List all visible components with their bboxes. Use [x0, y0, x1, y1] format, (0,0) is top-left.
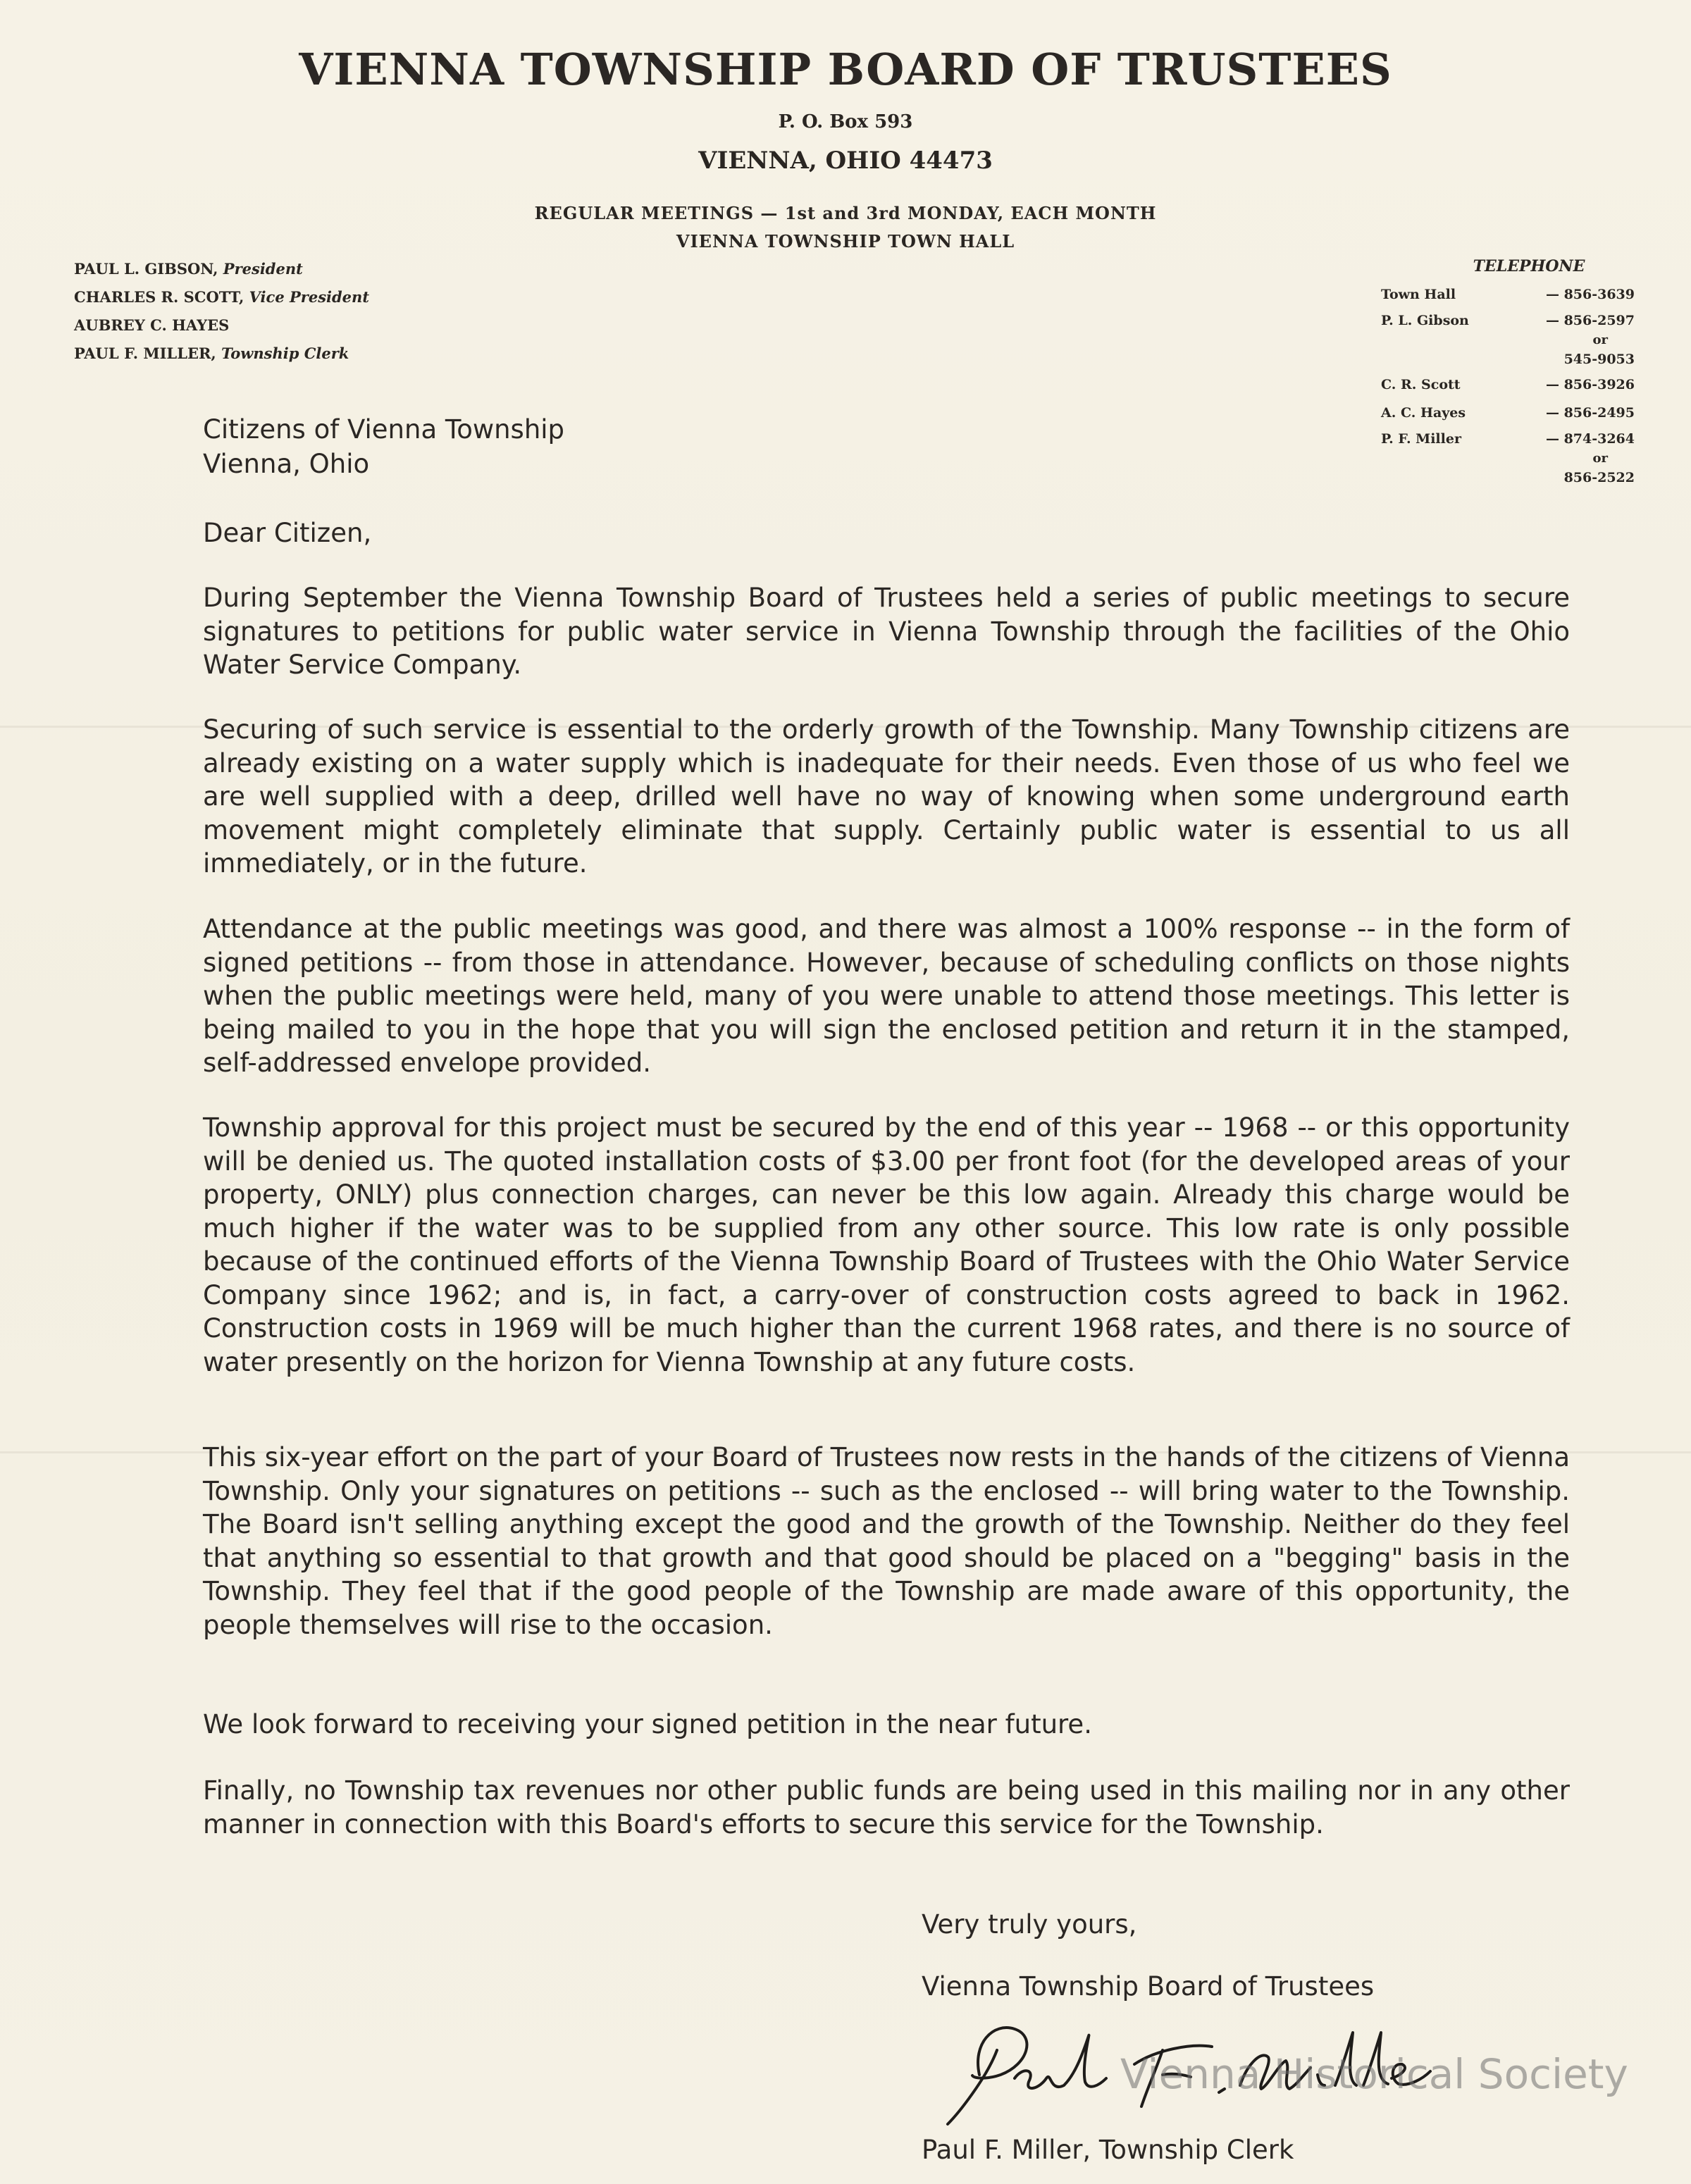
telephone-alt-number: 856-2522 — [1563, 470, 1635, 485]
telephone-number: — 856-3926 — [1545, 377, 1635, 392]
officers-list — [74, 255, 567, 368]
valediction: Very truly yours, — [922, 1909, 1137, 1940]
telephone-name: C. R. Scott — [1381, 377, 1461, 392]
telephone-or: or — [1592, 333, 1608, 347]
telephone-alt-number: 545-9053 — [1563, 352, 1635, 367]
watermark: Vienna Historical Society — [1120, 2050, 1628, 2098]
officer-name: CHARLES R. SCOTT, — [74, 288, 244, 306]
address-line: Citizens of Vienna Township — [203, 414, 565, 445]
letterhead-title: VIENNA TOWNSHIP BOARD OF TRUSTEES — [299, 44, 1392, 95]
closing-organization: Vienna Township Board of Trustees — [922, 1971, 1375, 2002]
officer-name: AUBREY C. HAYES — [74, 316, 230, 334]
officer-role: President — [223, 260, 303, 278]
telephone-name: P. F. Miller — [1381, 431, 1461, 447]
officer-name: PAUL F. MILLER, — [74, 345, 216, 362]
letterhead-meetings: REGULAR MEETINGS — 1st and 3rd MONDAY, EACH MONTH — [534, 203, 1157, 223]
telephone-name: P. L. Gibson — [1381, 313, 1469, 328]
recipient-address — [203, 412, 1570, 481]
officer-entry — [74, 311, 567, 340]
telephone-or: or — [1592, 451, 1608, 466]
telephone-name: Town Hall — [1381, 287, 1456, 302]
letterhead-city: VIENNA, OHIO 44473 — [698, 147, 993, 175]
telephone-row — [1381, 309, 1635, 333]
salutation: Dear Citizen, — [203, 518, 372, 548]
telephone-heading: TELEPHONE — [1473, 257, 1585, 275]
body-paragraph: During September the Vienna Township Board of Trustees held a series of public meetings to secure signatures to petitions for public water service in Vienna Township through the facilities of the Ohio Water Service Company. — [203, 583, 1570, 680]
telephone-number: — 856-3639 — [1545, 287, 1635, 302]
officer-role: Township Clerk — [221, 345, 349, 362]
telephone-number: — 856-2495 — [1545, 405, 1635, 421]
telephone-row — [1381, 280, 1635, 309]
address-line: Vienna, Ohio — [203, 449, 370, 479]
body-paragraph: Township approval for this project must be secured by the end of this year -- 1968 -- or this opportunity will be denied us. The quoted installation costs of $3.00 per front foot (for the developed areas of your property, ONLY) plus connection charges, can never be this low again. Already this charge would be much higher if the water was to be supplied from any other source. This low rate is only possible because of the continued efforts of the Vienna Township Board of Trustees with the Ohio Water Service Company since 1962; and is, in fact, a carry-over of construction costs agreed to back in 1962. Construction costs in 1969 will be much higher than the current 1968 rates, and there is no source of water presently on the horizon for Vienna Township at any future costs. — [203, 1112, 1570, 1377]
body-paragraph: Finally, no Township tax revenues nor other public funds are being used in this mailing nor in any other manner in connection with this Board's efforts to secure this service for the Township. — [203, 1775, 1570, 1839]
officer-name: PAUL L. GIBSON, — [74, 260, 218, 278]
officer-entry — [74, 255, 567, 283]
officer-role: Vice President — [249, 288, 370, 306]
telephone-row — [1381, 371, 1635, 399]
signer-name: Paul F. Miller, Township Clerk — [922, 2135, 1294, 2165]
letterhead-po-box: P. O. Box 593 — [778, 111, 913, 132]
telephone-name: A. C. Hayes — [1381, 405, 1466, 421]
body-paragraph: Attendance at the public meetings was good, and there was almost a 100% response -- in the form of signed petitions -- from those in attendance. However, because of scheduling conflicts on those nights when the public meetings were held, many of you were unable to attend those meetings. This letter is being mailed to you in the hope that you will sign the enclosed petition and return it in the stamped, self-addressed envelope provided. — [203, 914, 1570, 1078]
body-paragraph: Securing of such service is essential to the orderly growth of the Township. Many Township citizens are already existing on a water supply which is inadequate for their needs. Even those of us who feel we are well supplied with a deep, drilled well have no way of knowing when some underground earth movement might completely eliminate that supply. Certainly public water is essential to us all immediately, or in the future. — [203, 714, 1570, 879]
telephone-number: — 874-3264 — [1545, 431, 1635, 447]
officer-entry — [74, 340, 567, 368]
body-paragraph: We look forward to receiving your signed petition in the near future. — [203, 1709, 1092, 1739]
telephone-number: — 856-2597 — [1545, 313, 1635, 328]
letterhead-hall: VIENNA TOWNSHIP TOWN HALL — [676, 231, 1015, 252]
body-paragraph: This six-year effort on the part of your Board of Trustees now rests in the hands of the citizens of Vienna Township. Only your signatures on petitions -- such as the enclosed -- will bring water to the Township. The Board isn't selling anything except the good and the growth of the Township. Neither do they feel that anything so essential to that growth and that good should be placed on a "begging" basis in the Township. They feel that if the good people of the Township are made aware of this opportunity, the people themselves will rise to the occasion. — [203, 1442, 1570, 1640]
officer-entry — [74, 283, 567, 311]
